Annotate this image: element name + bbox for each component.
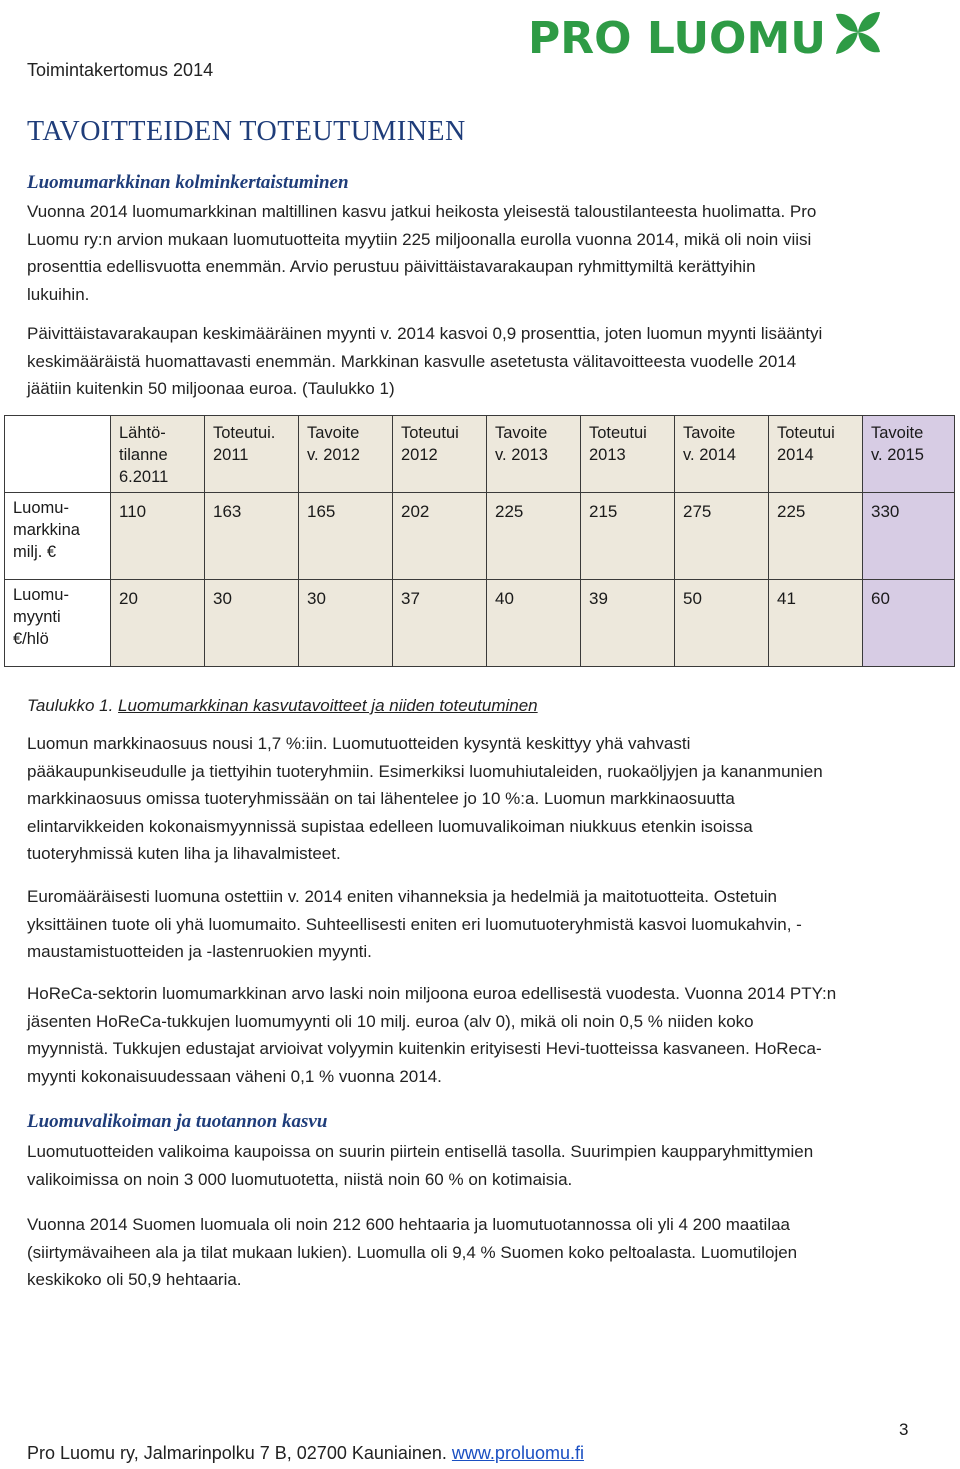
table-cell: 275 [675, 493, 769, 580]
paragraph-production [27, 1211, 907, 1294]
market-targets-table [4, 415, 955, 667]
table-cell: 39 [581, 580, 675, 667]
table-caption [27, 696, 538, 716]
header-cell-empty [5, 416, 111, 493]
text-line: jäsenten HoReCa-tukkujen luomumyynti oli 10 milj. euroa (alv 0), mikä oli noin 0,5 % niiden koko [27, 1011, 754, 1031]
table-cell: 163 [205, 493, 299, 580]
text-line: yksittäinen tuote oli yhä luomumaito. Suhteellisesti eniten eri luomutuoteryhmistä kasvoi luomukahvin, - [27, 914, 802, 934]
paragraph-market-share [27, 730, 907, 868]
footer-address: Pro Luomu ry, Jalmarinpolku 7 B, 02700 Kauniainen. [27, 1443, 452, 1463]
paragraph-horeca [27, 980, 907, 1090]
main-heading: TAVOITTEIDEN TOTEUTUMINEN [27, 116, 466, 147]
paragraph-market-growth [27, 198, 907, 308]
text-line: myynnistä. Tukkujen edustajat arvioivat volyymin kuitenkin erityisesti Hevi-tuotteissa kasvaneen. HoReca- [27, 1039, 822, 1058]
subheading-market: Luomumarkkinan kolminkertaistuminen [27, 172, 349, 193]
caption-text: Luomumarkkinan kasvutavoitteet ja niiden toteutuminen [118, 696, 538, 715]
table-cell: 60 [863, 580, 955, 667]
text-line: Luomu ry:n arvion mukaan luomutuotteita myytiin 225 miljoonalla eurolla vuonna 2014, mikä oli noin viisi [27, 229, 812, 249]
text-line: jäätiin kuitenkin 50 miljoonaa euroa. (Taulukko 1) [27, 379, 395, 398]
table-cell: 202 [393, 493, 487, 580]
table-cell: 41 [769, 580, 863, 667]
table-cell: 30 [205, 580, 299, 667]
header-cell: Toteutui. 2011 [205, 416, 299, 493]
text-line: markkinaosuus omissa tuoteryhmissään on tai lähentelee jo 10 %:a. Luomun markkinaosuutta [27, 789, 735, 808]
paragraph-top-products [27, 883, 907, 966]
header-cell: Tavoite v. 2014 [675, 416, 769, 493]
paragraph-average-sales [27, 320, 907, 403]
header-cell: Tavoite v. 2012 [299, 416, 393, 493]
table-cell: 30 [299, 580, 393, 667]
text-line: Vuonna 2014 luomumarkkinan maltillinen kasvu jatkui heikosta yleisestä taloustilanteesta huolimatta. Pro [27, 202, 817, 221]
table-cell: 215 [581, 493, 675, 580]
table-header-row [5, 416, 955, 493]
table-cell: 225 [769, 493, 863, 580]
table-cell: 165 [299, 493, 393, 580]
text-line: Euromääräisesti luomuna ostettiin v. 2014 eniten vihanneksia ja hedelmiä ja maitotuotteita. Ostetuin [27, 887, 778, 906]
table-cell: 20 [111, 580, 205, 667]
text-line: keskimääräistä huomattavasti enemmän. Markkinan kasvulle asetetusta välitavoitteesta vuodelle 2014 [27, 351, 797, 371]
header-cell: Toteutui 2014 [769, 416, 863, 493]
header-cell-target-2015: Tavoite v. 2015 [863, 416, 955, 493]
text-line: maustamistuotteiden ja -lastenruokien myynti. [27, 942, 372, 961]
paragraph-selection [27, 1138, 907, 1193]
row-label: Luomu- myynti €/hlö [5, 580, 111, 667]
text-line: tuoteryhmissä kuten liha ja lihavalmisteet. [27, 844, 341, 863]
caption-prefix: Taulukko 1. [27, 696, 119, 715]
text-line: lukuihin. [27, 284, 90, 304]
header-cell: Lähtö- tilanne 6.2011 [111, 416, 205, 493]
text-line: keskikoko oli 50,9 hehtaaria. [27, 1270, 242, 1289]
text-line: HoReCa-sektorin luomumarkkinan arvo laski noin miljoona euroa edellisestä vuodesta. Vuonna 2014 PTY:n [27, 984, 837, 1003]
page-number: 3 [899, 1420, 909, 1439]
table-cell: 330 [863, 493, 955, 580]
subheading-selection: Luomuvalikoiman ja tuotannon kasvu [27, 1111, 328, 1132]
row-label: Luomu- markkina milj. € [5, 493, 111, 580]
text-line: elintarvikkeiden kokonaismyynnissä supistaa edelleen luomuvalikoiman niukkuus etenkin isoissa [27, 816, 753, 836]
text-line: (siirtymävaiheen ala ja tilat mukaan lukien). Luomulla oli 9,4 % Suomen koko peltoalasta. Luomutilojen [27, 1242, 798, 1262]
text-line: Päivittäistavarakaupan keskimääräinen myynti v. 2014 kasvoi 0,9 prosenttia, joten luomun myynti lisääntyi [27, 324, 823, 343]
table-cell: 40 [487, 580, 581, 667]
table-cell: 50 [675, 580, 769, 667]
table-row [5, 580, 955, 667]
header-cell: Tavoite v. 2013 [487, 416, 581, 493]
header-cell: Toteutui 2012 [393, 416, 487, 493]
footer [27, 1443, 584, 1464]
website-link[interactable]: www.proluomu.fi [451, 1443, 584, 1463]
text-line: valikoimissa on noin 3 000 luomutuotetta, niistä noin 60 % on kotimaisia. [27, 1169, 573, 1189]
logo-text: PRO LUOMU [528, 12, 826, 64]
table-cell: 225 [487, 493, 581, 580]
text-line: pääkaupunkiseudulle ja tiettyihin tuoteryhmiin. Esimerkiksi luomuhiutaleiden, ruokaöljyjen ja kananmunien [27, 761, 823, 781]
table-row [5, 493, 955, 580]
text-line: Luomun markkinaosuus nousi 1,7 %:iin. Luomutuotteiden kysyntä keskittyy yhä vahvasti [27, 734, 691, 753]
pro-luomu-logo [528, 6, 888, 70]
text-line: prosenttia edellisvuotta enemmän. Arvio perustuu päivittäistavarakaupan ryhmittymiltä kerättyihin [27, 257, 756, 276]
table-cell: 110 [111, 493, 205, 580]
text-line: myynti kokonaisuudessaan väheni 0,1 % vuonna 2014. [27, 1066, 442, 1086]
text-line: Vuonna 2014 Suomen luomuala oli noin 212 600 hehtaaria ja luomutuotannossa oli yli 4 200 maatilaa [27, 1215, 791, 1234]
leaf-cross-icon [832, 6, 884, 58]
table-cell: 37 [393, 580, 487, 667]
report-title: Toimintakertomus 2014 [27, 60, 214, 80]
text-line: Luomutuotteiden valikoima kaupoissa on suurin piirtein entisellä tasolla. Suurimpien kaupparyhmittymien [27, 1142, 814, 1161]
header-cell: Toteutui 2013 [581, 416, 675, 493]
